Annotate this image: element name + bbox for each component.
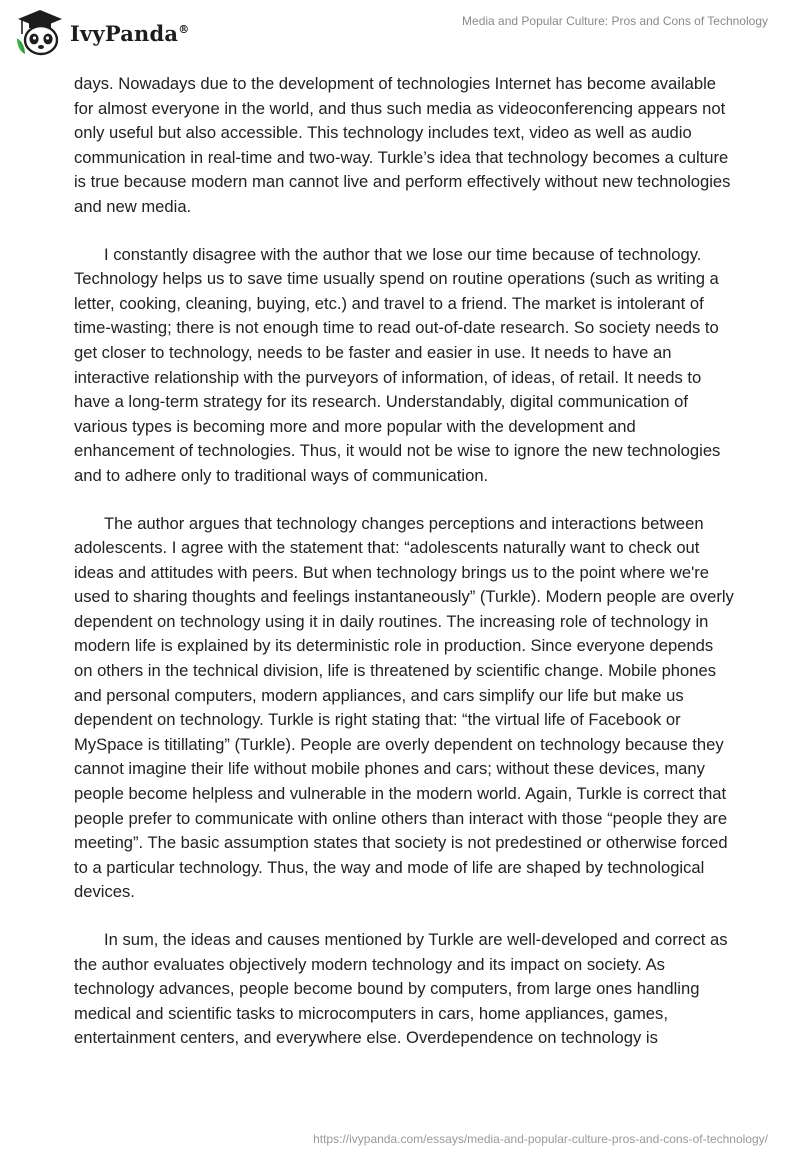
paragraph: days. Nowadays due to the development of technologies Internet has become available for almost everyone in the world, and thus such media as videoconferencing appears not only useful but also accessible. This technology includes text, video as well as audio communication in real-time and two-way. Turkle’s idea that technology becomes a culture is true because modern man cannot live and perform effectively without new technologies and new media. bbox=[74, 74, 731, 216]
registered-mark: ® bbox=[178, 22, 190, 36]
brand-name: IvyPanda® bbox=[70, 20, 190, 46]
page-header bbox=[0, 0, 800, 64]
essay-body bbox=[74, 72, 734, 1074]
ivypanda-logo[interactable] bbox=[14, 8, 189, 58]
paragraph: The author argues that technology changes perceptions and interactions between adolescents. I agree with the statement that: “adolescents naturally want to check out ideas and attitudes with peers. But when technology brings us to the point where we're used to sharing thoughts and feelings instantaneously” (Turkle). Modern people are overly dependent on technology using it in daily routines. The increasing role of technology in modern life is explained by its deterministic role in production. Since everyone depends on others in the technical division, life is threatened by scientific change. Mobile phones and personal computers, modern appliances, and cars simplify our life but make us dependent on technology. Turkle is right stating that: “the virtual life of Facebook or MySpace is titillating” (Turkle). People are overly dependent on technology because they cannot imagine their life without mobile phones and cars; without these devices, many people become helpless and vulnerable in the modern world. Again, Turkle is correct that people prefer to communicate with online others than interact with those “people they are meeting”. The basic assumption states that society is not predestined or otherwise forced to a particular technology. Thus, the way and mode of life are shaped by technological devices. bbox=[74, 513, 734, 902]
panda-graduation-cap-icon bbox=[14, 8, 66, 58]
paragraph: In sum, the ideas and causes mentioned by Turkle are well-developed and correct as the author evaluates objectively modern technology and its impact on society. As technology advances, people become bound by computers, from large ones handling medical and scientific tasks to microcomputers in cars, home appliances, games, entertainment centers, and everywhere else. Overdependence on technology is bbox=[74, 930, 728, 1048]
paragraph: I constantly disagree with the author that we lose our time because of technology. Technology helps us to save time usually spend on routine operations (such as writing a letter, cooking, cleaning, buying, etc.) and travel to a friend. The market is intolerant of time-wasting; there is not enough time to read out-of-date research. So society needs to get closer to technology, needs to be faster and easier in use. It needs to have an interactive relationship with the purveyors of information, of ideas, of retail. It needs to have a long-term strategy for its research. Understandably, digital communication of various types is becoming more and more popular with the development and enhancement of technologies. Thus, it would not be wise to ignore the new technologies and to adhere only to traditional ways of communication. bbox=[74, 244, 721, 485]
source-url[interactable]: https://ivypanda.com/essays/media-and-popular-culture-pros-and-cons-of-technology/ bbox=[313, 1132, 768, 1146]
document-title: Media and Popular Culture: Pros and Cons of Technology bbox=[462, 14, 768, 28]
